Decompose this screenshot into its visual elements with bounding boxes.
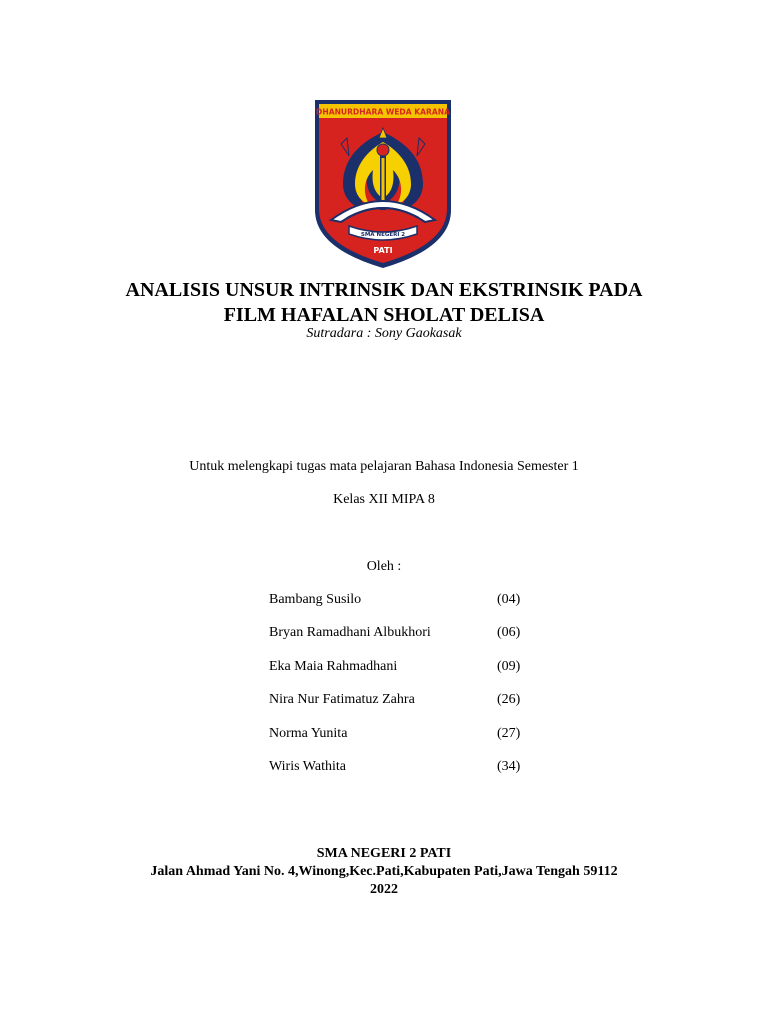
emblem-ribbon-text: SMA NEGERI 2 — [360, 232, 406, 238]
member-row — [269, 726, 569, 759]
school-emblem-logo — [313, 98, 453, 270]
member-row — [269, 759, 569, 792]
member-name: Eka Maia Rahmadhani — [269, 658, 398, 674]
members-list — [269, 592, 569, 792]
member-row — [269, 592, 569, 625]
member-name: Nira Nur Fatimatuz Zahra — [269, 692, 415, 708]
member-number: (09) — [497, 658, 521, 674]
member-number: (06) — [497, 625, 521, 641]
member-row — [269, 692, 569, 725]
school-address: Jalan Ahmad Yani No. 4,Winong,Kec.Pati,Kabupaten Pati,Jawa Tengah 59112 — [150, 864, 618, 879]
member-row — [269, 659, 569, 692]
member-number: (04) — [497, 592, 521, 607]
purpose-statement: Untuk melengkapi tugas mata pelajaran Bahasa Indonesia Semester 1 — [189, 459, 579, 474]
member-name: Norma Yunita — [269, 725, 348, 741]
director-subtitle: Sutradara : Sony Gaokasak — [306, 326, 462, 341]
document-title — [0, 278, 768, 328]
school-emblem-icon — [313, 98, 453, 270]
emblem-base-text: PATI — [373, 246, 393, 255]
school-footer — [0, 845, 768, 899]
member-name: Bryan Ramadhani Albukhori — [269, 625, 431, 641]
member-number: (34) — [497, 758, 521, 774]
class-label: Kelas XII MIPA 8 — [333, 492, 435, 507]
member-name: Bambang Susilo — [269, 592, 362, 607]
member-number: (26) — [497, 692, 521, 708]
emblem-banner-text: DHANURDHARA WEDA KARANA — [316, 107, 450, 117]
authors-label: Oleh : — [366, 559, 402, 574]
title-line-1: ANALISIS UNSUR INTRINSIK DAN EKSTRINSIK PADA — [125, 279, 643, 301]
title-line-2: FILM HAFALAN SHOLAT DELISA — [223, 304, 545, 326]
document-year: 2022 — [370, 882, 398, 897]
member-row — [269, 625, 569, 658]
member-number: (27) — [497, 725, 521, 741]
member-name: Wiris Wathita — [269, 758, 346, 774]
school-name: SMA NEGERI 2 PATI — [316, 846, 452, 861]
